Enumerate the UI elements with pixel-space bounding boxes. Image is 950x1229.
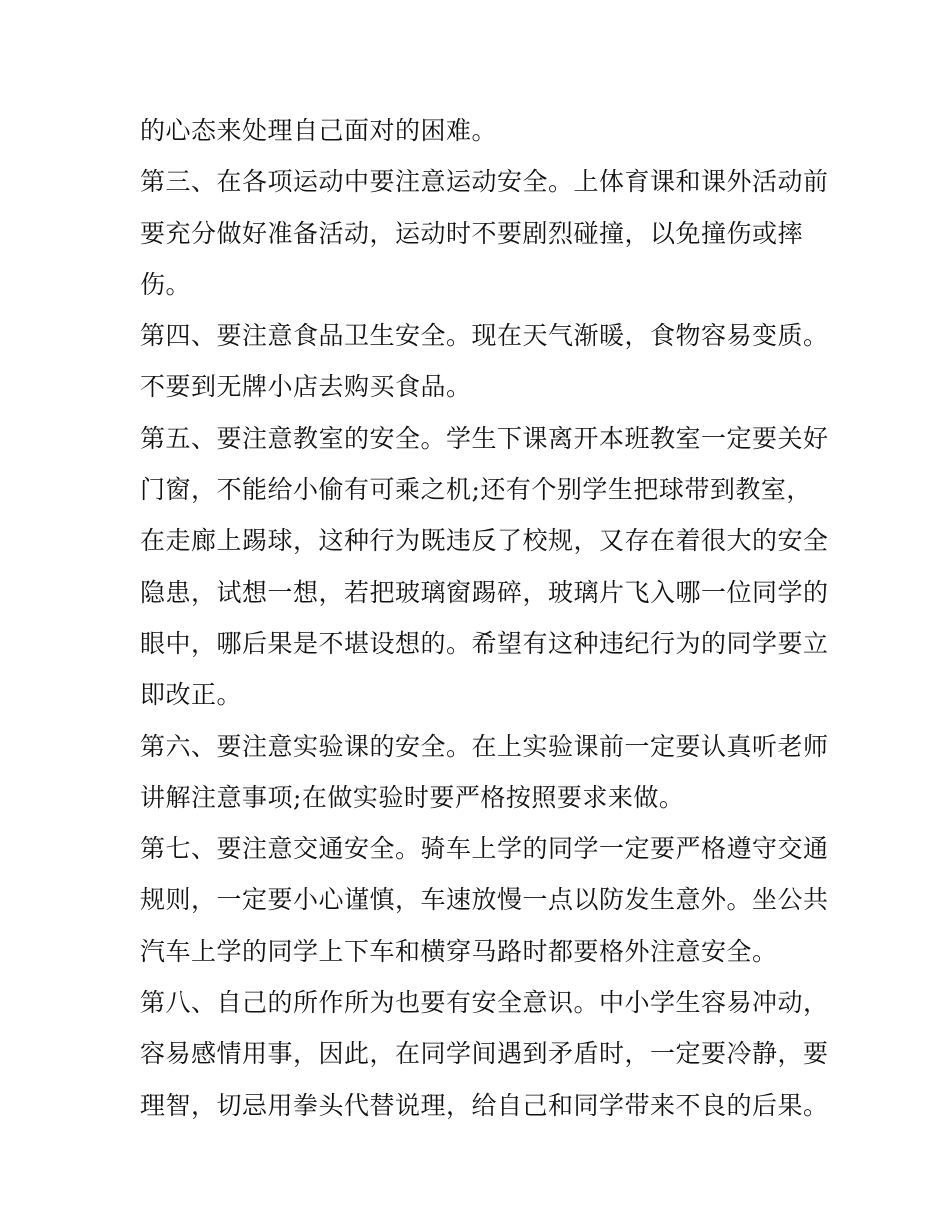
text-line: 伤。 xyxy=(140,269,192,299)
text-line: 讲解注意事项;在做实验时要严格按照要求来做。 xyxy=(140,782,685,812)
text-line: 第八、自己的所作所为也要有安全意识。中小学生容易冲动， xyxy=(140,988,829,1018)
text-line: 容易感情用事，因此，在同学间遇到矛盾时，一定要冷静，要 xyxy=(140,1039,829,1069)
text-line: 理智，切忌用拳头代替说理，给自己和同学带来不良的后果。 xyxy=(140,1090,829,1120)
text-line: 第四、要注意食品卫生安全。现在天气渐暖，食物容易变质。 xyxy=(140,321,829,351)
text-line: 要充分做好准备活动，运动时不要剧烈碰撞，以免撞伤或摔 xyxy=(140,218,804,248)
text-line: 规则，一定要小心谨慎，车速放慢一点以防发生意外。坐公共 xyxy=(140,885,829,915)
text-line: 汽车上学的同学上下车和横穿马路时都要格外注意安全。 xyxy=(140,936,778,966)
text-line: 的心态来处理自己面对的困难。 xyxy=(140,116,498,145)
text-line: 隐患，试想一想，若把玻璃窗踢碎，玻璃片飞入哪一位同学的 xyxy=(140,577,829,607)
body-text xyxy=(140,105,829,1131)
text-line: 在走廊上踢球，这种行为既违反了校规，又存在着很大的安全 xyxy=(140,526,829,556)
text-line: 第五、要注意教室的安全。学生下课离开本班教室一定要关好 xyxy=(140,423,829,453)
text-line: 不要到无牌小店去购买食品。 xyxy=(140,372,472,402)
text-line: 门窗，不能给小偷有可乘之机;还有个别学生把球带到教室， xyxy=(140,475,812,505)
text-line: 第六、要注意实验课的安全。在上实验课前一定要认真听老师 xyxy=(140,731,829,761)
text-line: 第七、要注意交通安全。骑车上学的同学一定要严格遵守交通 xyxy=(140,834,829,864)
text-line: 眼中，哪后果是不堪设想的。希望有这种违纪行为的同学要立 xyxy=(140,628,829,658)
text-line: 即改正。 xyxy=(140,680,243,710)
text-line: 第三、在各项运动中要注意运动安全。上体育课和课外活动前 xyxy=(140,167,829,197)
